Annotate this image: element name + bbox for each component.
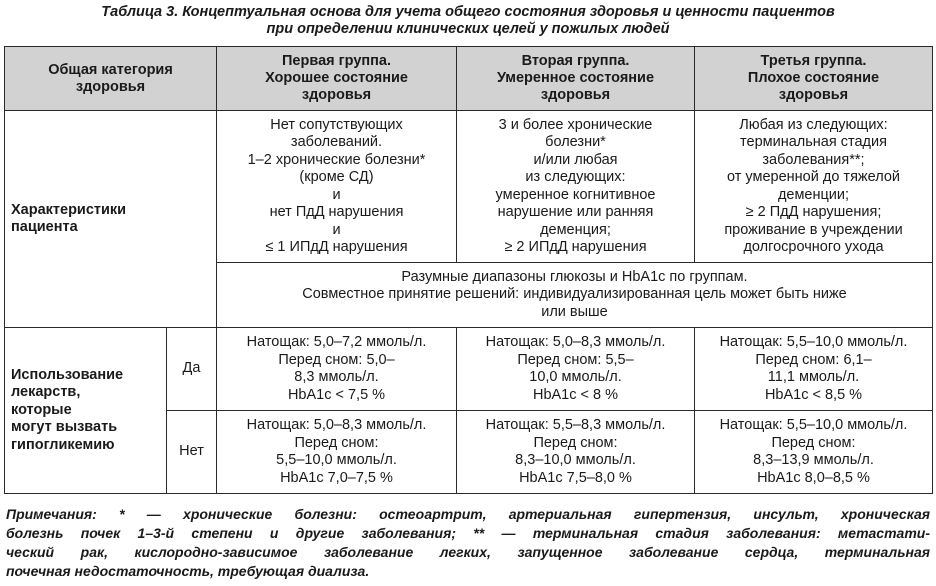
row-label-hypoglycemia-drugs: Использование лекарств, которые могут вызвать гипогликемию bbox=[5, 328, 167, 494]
header-group-3: Третья группа. Плохое состояние здоровья bbox=[695, 47, 933, 111]
sublabel-yes: Да bbox=[167, 328, 217, 411]
notes-line: болезнь почек 1–3-й степени и другие заболевания; ** — терминальная стадия заболевания: метастати- bbox=[6, 525, 930, 541]
notes-line: почечная недостаточность, требующая диализа. bbox=[6, 563, 370, 579]
cell-characteristics-group-3: Любая из следующих: терминальная стадия заболевания**; от умеренной до тяжелой деменции; ≥ 2 ПдД нарушения; проживание в учреждении долгосрочного ухода bbox=[695, 111, 933, 263]
cell-yes-group-3: Натощак: 5,5–10,0 ммоль/л. Перед сном: 6,1– 11,1 ммоль/л. HbA1c < 8,5 % bbox=[695, 328, 933, 411]
caption-line: при определении клинических целей у пожилых людей bbox=[266, 21, 670, 37]
cell-no-group-3: Натощак: 5,5–10,0 ммоль/л. Перед сном: 8,3–13,9 ммоль/л. HbA1c 8,0–8,5 % bbox=[695, 411, 933, 494]
notes-line: Примечания: * — хронические болезни: остеоартрит, артериальная гипертензия, инсульт, хроническая bbox=[6, 506, 930, 522]
table-header-row bbox=[5, 47, 933, 111]
sublabel-no: Нет bbox=[167, 411, 217, 494]
row-label-patient-characteristics: Характеристики пациента bbox=[5, 111, 217, 328]
caption-line: Таблица 3. Концептуальная основа для учета общего состояния здоровья и ценности пациентов bbox=[101, 4, 835, 20]
header-group-1: Первая группа. Хорошее состояние здоровья bbox=[217, 47, 457, 111]
cell-yes-group-2: Натощак: 5,0–8,3 ммоль/л. Перед сном: 5,5– 10,0 ммоль/л. HbA1c < 8 % bbox=[457, 328, 695, 411]
table-row bbox=[5, 328, 933, 411]
header-group-2: Вторая группа. Умеренное состояние здоровья bbox=[457, 47, 695, 111]
table-notes bbox=[6, 505, 930, 581]
cell-no-group-2: Натощак: 5,5–8,3 ммоль/л. Перед сном: 8,3–10,0 ммоль/л. HbA1c 7,5–8,0 % bbox=[457, 411, 695, 494]
header-category: Общая категория здоровья bbox=[5, 47, 217, 111]
table-row bbox=[5, 111, 933, 263]
cell-characteristics-group-2: 3 и более хронические болезни* и/или любая из следующих: умеренное когнитивное нарушение или ранняя деменция; ≥ 2 ИПдД нарушения bbox=[457, 111, 695, 263]
table-caption bbox=[10, 4, 926, 38]
cell-characteristics-group-1: Нет сопутствующих заболеваний. 1–2 хронические болезни* (кроме СД) и нет ПдД нарушения и ≤ 1 ИПдД нарушения bbox=[217, 111, 457, 263]
cell-no-group-1: Натощак: 5,0–8,3 ммоль/л. Перед сном: 5,5–10,0 ммоль/л. HbA1c 7,0–7,5 % bbox=[217, 411, 457, 494]
notes-line: ческий рак, кислородно-зависимое заболевание легких, запущенное заболевание сердца, терминальная bbox=[6, 544, 930, 560]
cell-characteristics-summary: Разумные диапазоны глюкозы и HbA1c по группам. Совместное принятие решений: индивидуализированная цель может быть ниже или выше bbox=[217, 263, 933, 328]
health-status-table bbox=[4, 46, 933, 494]
cell-yes-group-1: Натощак: 5,0–7,2 ммоль/л. Перед сном: 5,0– 8,3 ммоль/л. HbA1c < 7,5 % bbox=[217, 328, 457, 411]
